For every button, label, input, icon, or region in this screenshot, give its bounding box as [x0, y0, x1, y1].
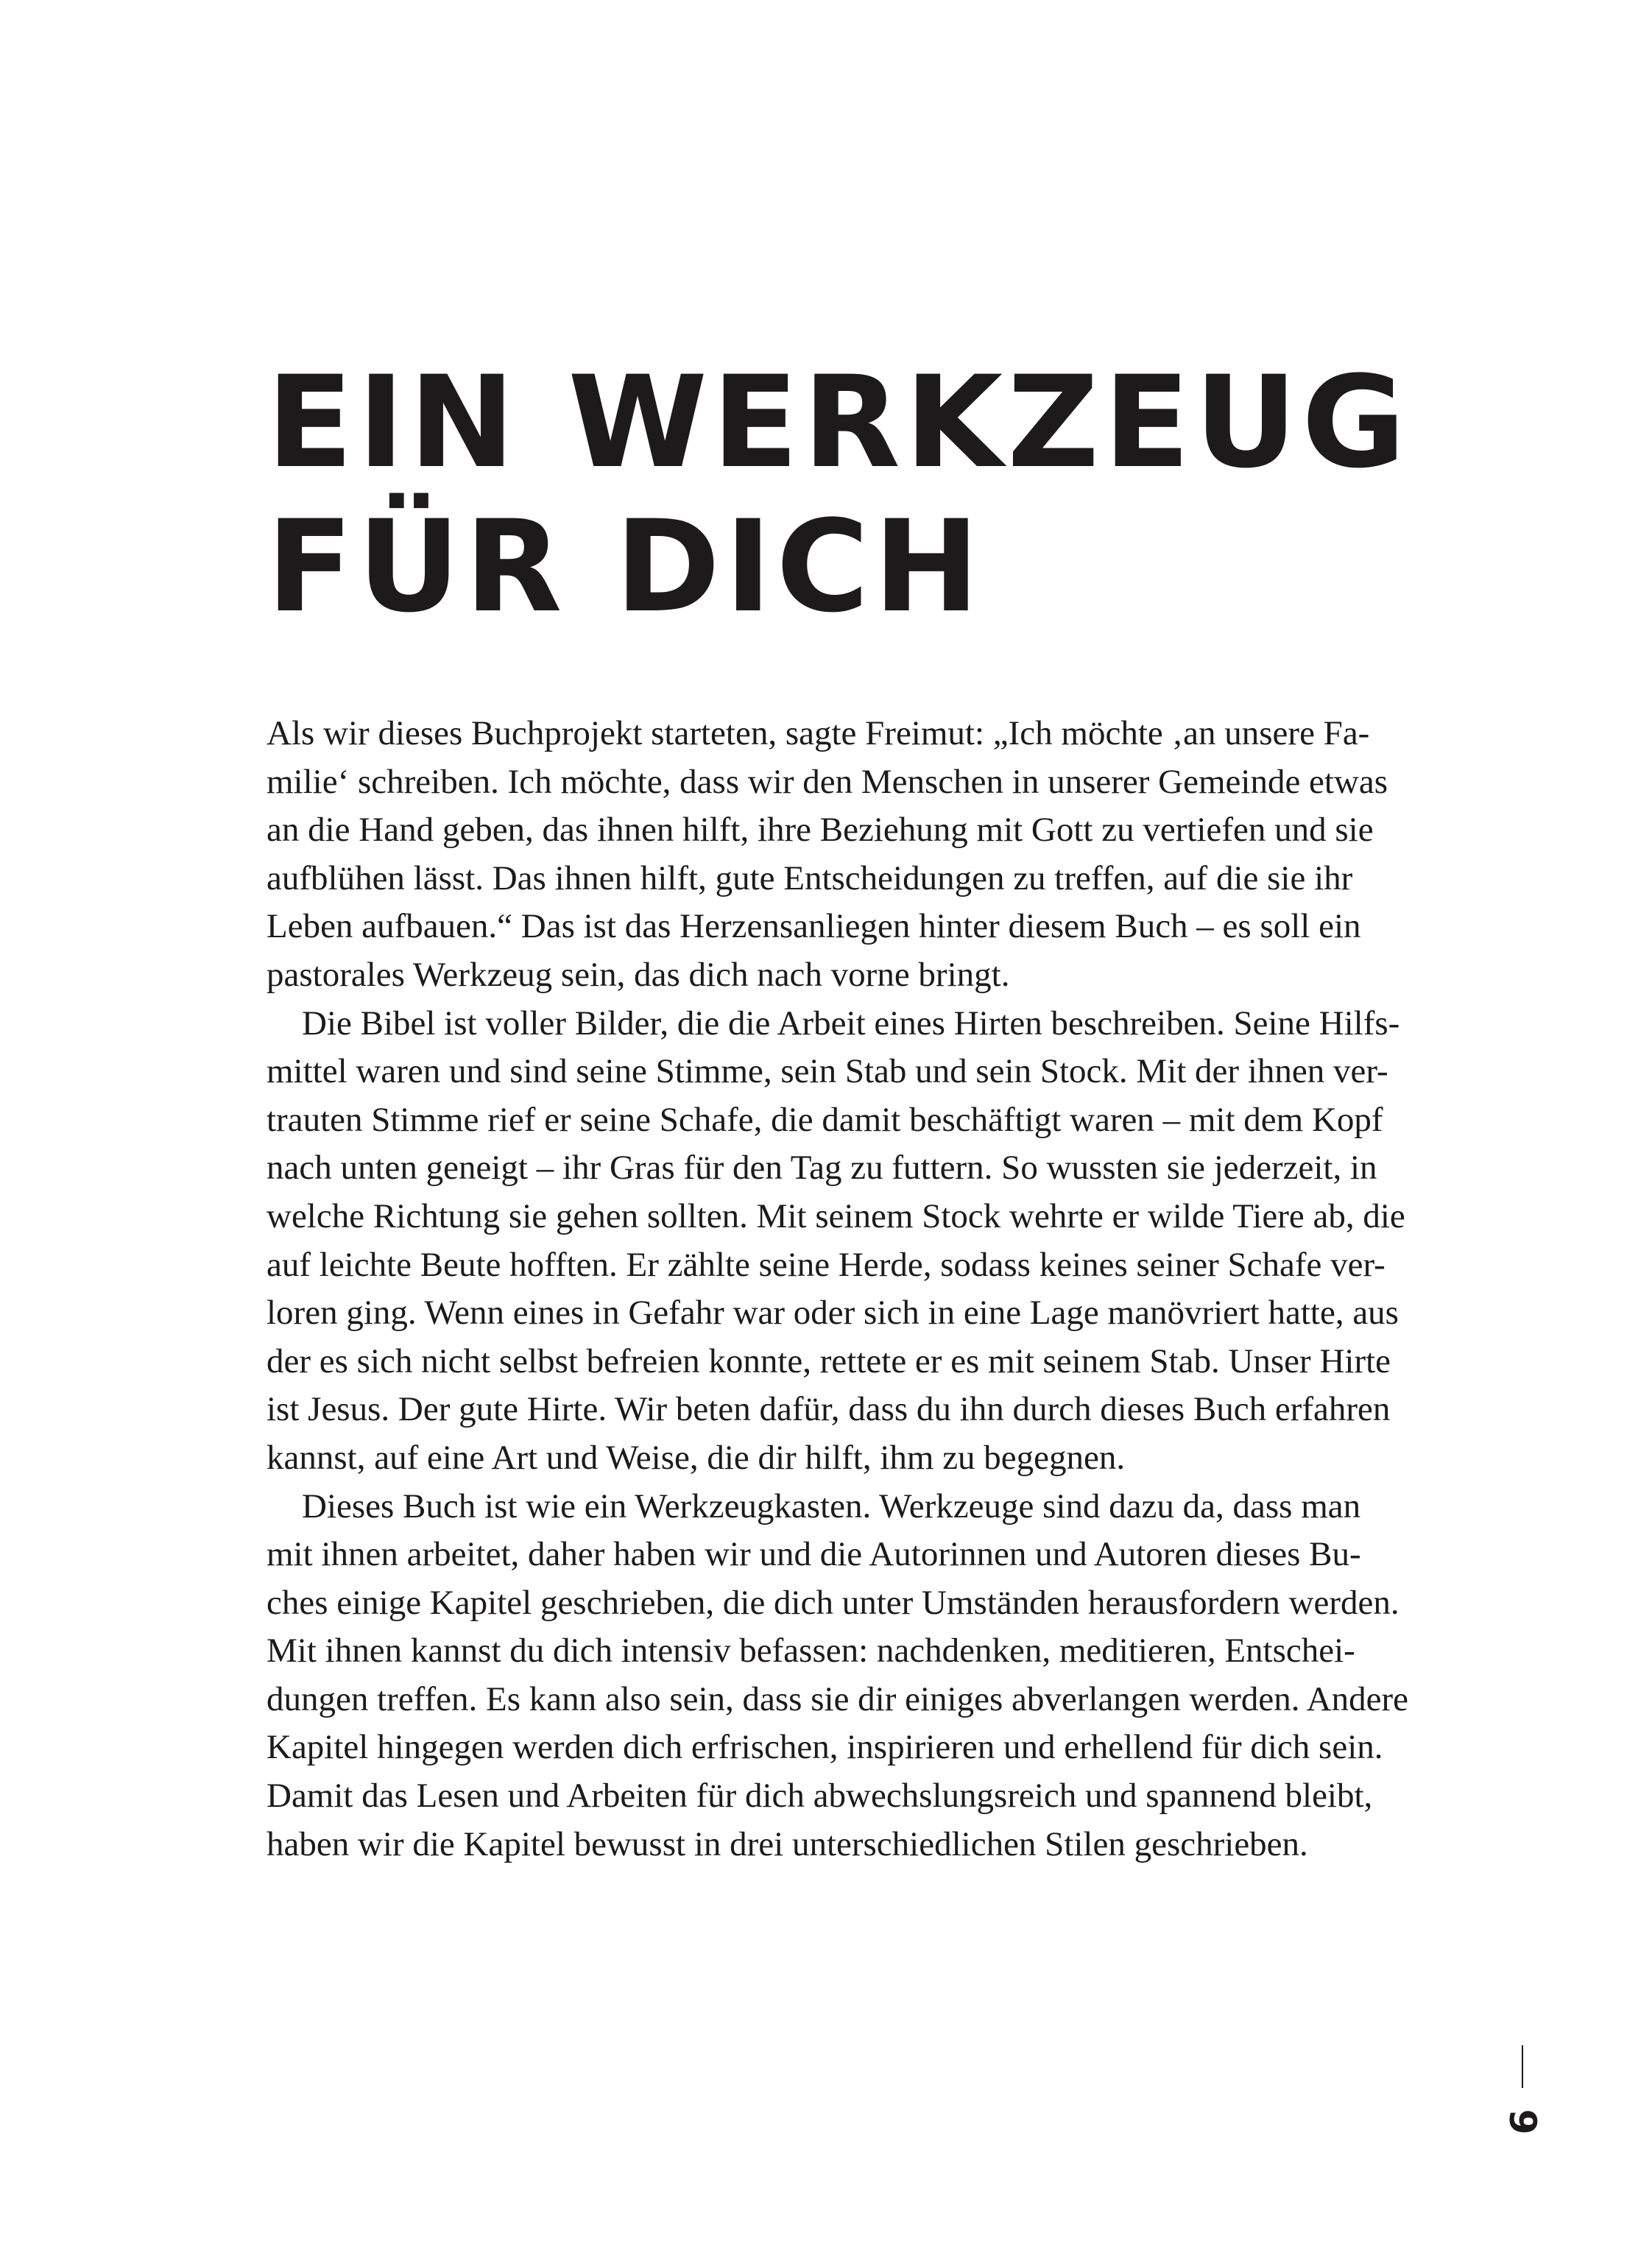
text-line: mit ihnen arbeitet, daher haben wir und die Autorinnen und Autoren dieses Bu- — [266, 1535, 1361, 1574]
text-line: nach unten geneigt – ihr Gras für den Tag zu futtern. So wussten sie jederzeit, in — [266, 1149, 1377, 1188]
paragraph-3 — [266, 1483, 1408, 1869]
chapter-title-line: EIN WERKZEUG — [266, 348, 1411, 496]
text-line: welche Richtung sie gehen sollten. Mit seinem Stock wehrte er wilde Tiere ab, die — [266, 1196, 1405, 1235]
folio-rule — [1522, 2045, 1523, 2088]
chapter-title — [266, 350, 1444, 639]
paragraph-2 — [266, 1000, 1405, 1483]
text-line: Die Bibel ist voller Bilder, die die Arbeit eines Hirten beschreiben. Seine Hilfs- — [302, 1003, 1400, 1043]
text-line: aufblühen lässt. Das ihnen hilft, gute Entscheidungen zu treffen, auf die sie ihr — [266, 858, 1353, 897]
body-text — [266, 710, 1408, 1869]
text-line: mittel waren und sind seine Stimme, sein Stab und sein Stock. Mit der ihnen ver- — [266, 1052, 1388, 1091]
text-line: milie‘ schreiben. Ich möchte, dass wir den Menschen in unserer Gemeinde etwas — [266, 762, 1388, 801]
text-line: haben wir die Kapitel bewusst in drei unterschiedlichen Stilen geschrieben. — [266, 1824, 1308, 1863]
text-line: dungen treffen. Es kann also sein, dass sie dir einiges abverlangen werden. Andere — [266, 1679, 1408, 1718]
text-line: Kapitel hingegen werden dich erfrischen, inspirieren und erhellend für dich sein. — [266, 1728, 1383, 1767]
text-line: Dieses Buch ist wie ein Werkzeugkasten. Werkzeuge sind dazu da, dass man — [302, 1486, 1361, 1525]
text-line: pastorales Werkzeug sein, das dich nach vorne bringt. — [266, 955, 1010, 994]
text-line: auf leichte Beute hofften. Er zählte seine Herde, sodass keines seiner Schafe ver- — [266, 1245, 1386, 1284]
text-line: an die Hand geben, das ihnen hilft, ihre Beziehung mit Gott zu vertiefen und sie — [266, 811, 1374, 850]
text-line: ist Jesus. Der gute Hirte. Wir beten dafür, dass du ihn durch dieses Buch erfahren — [266, 1390, 1391, 1429]
text-line: kannst, auf eine Art und Weise, die dir hilft, ihm zu begegnen. — [266, 1438, 1126, 1477]
text-line: trauten Stimme rief er seine Schafe, die damit beschäftigt waren – mit dem Kopf — [266, 1100, 1383, 1139]
text-line: loren ging. Wenn eines in Gefahr war oder sich in eine Lage manövriert hatte, aus — [266, 1294, 1399, 1333]
page-number: 9 — [1501, 2109, 1544, 2135]
text-line: Damit das Lesen und Arbeiten für dich abwechslungsreich und spannend bleibt, — [266, 1777, 1373, 1816]
text-line: Leben aufbauen.“ Das ist das Herzensanliegen hinter diesem Buch – es soll ein — [266, 907, 1361, 946]
text-line: der es sich nicht selbst befreien konnte, rettete er es mit seinem Stab. Unser Hirte — [266, 1341, 1391, 1380]
paragraph-1 — [266, 710, 1388, 1000]
chapter-title-line: FÜR DICH — [266, 493, 984, 641]
text-line: ches einige Kapitel geschrieben, die dich unter Umständen herausfordern werden. — [266, 1583, 1399, 1622]
text-line: Mit ihnen kannst du dich intensiv befassen: nachdenken, meditieren, Entschei- — [266, 1632, 1355, 1671]
text-line: Als wir dieses Buchprojekt starteten, sagte Freimut: „Ich möchte ‚an unsere Fa- — [266, 714, 1370, 752]
page-folio — [1500, 2045, 1545, 2156]
